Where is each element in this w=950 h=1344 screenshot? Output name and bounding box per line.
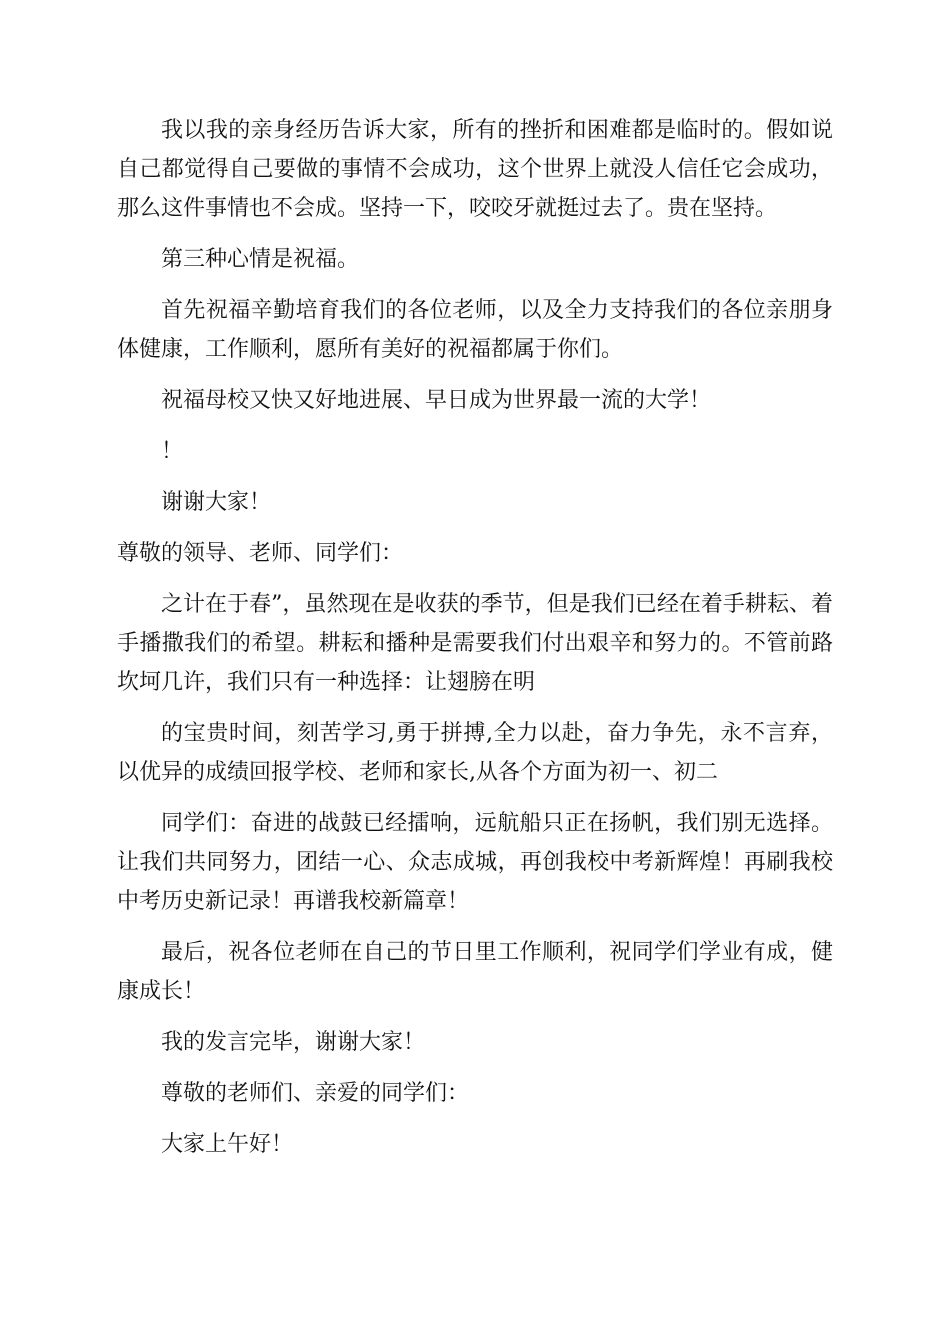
paragraph: 最后，祝各位老师在自己的节日里工作顺利，祝同学们学业有成，健康成长！ <box>117 940 833 1004</box>
document-body <box>117 111 833 1176</box>
paragraph: 同学们：奋进的战鼓已经擂响，远航船只正在扬帆，我们别无选择。让我们共同努力，团结一心、众志成城，再创我校中考新辉煌！再刷我校中考历史新记录！再谱我校新篇章！ <box>117 811 833 914</box>
paragraph-salutation: 尊敬的老师们、亲爱的同学们： <box>161 1081 470 1106</box>
paragraph: ！ <box>161 439 184 464</box>
paragraph: 我的发言完毕，谢谢大家！ <box>161 1030 426 1055</box>
paragraph-greeting: 大家上午好！ <box>161 1132 294 1157</box>
paragraph: 的宝贵时间，刻苦学习,勇于拼搏,全力以赴，奋力争先，永不言弃，以优异的成绩回报学校、老师和家长,从各个方面为初一、初二 <box>117 721 833 785</box>
paragraph: 首先祝福辛勤培育我们的各位老师，以及全力支持我们的各位亲朋身体健康，工作顺利，愿所有美好的祝福都属于你们。 <box>117 298 833 362</box>
paragraph: 第三种心情是祝福。 <box>161 247 360 272</box>
paragraph-salutation: 尊敬的领导、老师、同学们： <box>117 541 404 566</box>
paragraph: 我以我的亲身经历告诉大家，所有的挫折和困难都是临时的。假如说自己都觉得自己要做的事情不会成功，这个世界上就没人信任它会成功，那么这件事情也不会成。坚持一下，咬咬牙就挺过去了。贵在坚持。 <box>117 118 833 221</box>
paragraph: 之计在于春”，虽然现在是收获的季节，但是我们已经在着手耕耘、着手播撒我们的希望。耕耘和播种是需要我们付出艰辛和努力的。不管前路坎坷几许，我们只有一种选择：让翅膀在明 <box>117 592 833 695</box>
paragraph: 祝福母校又快又好地进展、早日成为世界最一流的大学！ <box>161 388 712 413</box>
paragraph: 谢谢大家！ <box>161 490 272 515</box>
